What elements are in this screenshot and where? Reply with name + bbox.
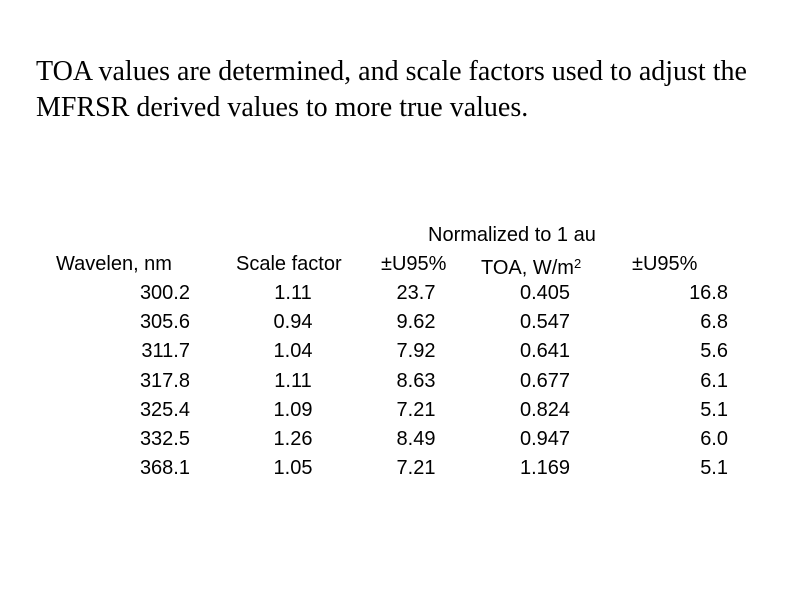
cell-wavelen: 311.7: [141, 340, 190, 362]
header-toa-label: TOA, W/m: [481, 257, 574, 279]
cell-scale-factor: 1.11: [274, 370, 312, 392]
cell-toa: 0.824: [519, 399, 571, 421]
cell-u95-first: 8.49: [396, 428, 436, 450]
cell-u95-second: 16.8: [689, 282, 728, 304]
header-u95-second: ±U95%: [632, 253, 698, 275]
cell-u95-second: 6.0: [700, 428, 728, 450]
cell-wavelen: 317.8: [139, 370, 190, 392]
cell-toa: 0.947: [519, 428, 571, 450]
cell-u95-first: 7.21: [396, 399, 436, 421]
cell-u95-second: 6.1: [700, 370, 728, 392]
cell-wavelen: 332.5: [139, 428, 190, 450]
cell-wavelen: 368.1: [139, 457, 190, 479]
cell-toa: 1.169: [519, 457, 571, 479]
cell-u95-first: 7.21: [396, 457, 436, 479]
cell-toa: 0.405: [519, 282, 571, 304]
cell-u95-first: 23.7: [396, 282, 436, 304]
cell-u95-second: 6.8: [700, 311, 728, 333]
cell-toa: 0.547: [519, 311, 571, 333]
header-u95-first: ±U95%: [381, 253, 447, 275]
cell-u95-first: 8.63: [396, 370, 436, 392]
header-scale-factor: Scale factor: [236, 253, 342, 275]
header-toa-exponent: 2: [573, 256, 582, 271]
cell-scale-factor: 1.04: [273, 340, 313, 362]
cell-scale-factor: 1.26: [273, 428, 313, 450]
cell-u95-second: 5.1: [700, 399, 728, 421]
cell-toa: 0.641: [519, 340, 571, 362]
cell-u95-first: 9.62: [396, 311, 436, 333]
cell-scale-factor: 1.11: [274, 282, 312, 304]
cell-wavelen: 305.6: [139, 311, 190, 333]
cell-toa: 0.677: [519, 370, 571, 392]
cell-u95-second: 5.6: [700, 340, 728, 362]
header-wavelen: Wavelen, nm: [56, 253, 172, 275]
cell-u95-second: 5.1: [700, 457, 728, 479]
cell-wavelen: 300.2: [139, 282, 190, 304]
slide-title: TOA values are determined, and scale factors used to adjust the MFRSR derived values to more true values.: [36, 56, 747, 123]
header-toa: [481, 252, 581, 280]
cell-wavelen: 325.4: [139, 399, 190, 421]
cell-scale-factor: 1.09: [273, 399, 313, 421]
cell-scale-factor: 1.05: [273, 457, 313, 479]
group-header: Normalized to 1 au: [428, 224, 596, 246]
cell-scale-factor: 0.94: [273, 311, 313, 333]
cell-u95-first: 7.92: [396, 340, 436, 362]
